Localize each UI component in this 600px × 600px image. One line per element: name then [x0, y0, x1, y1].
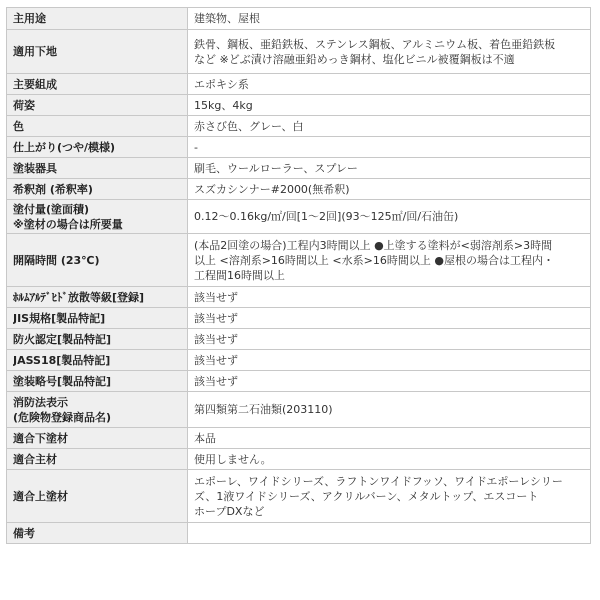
- spec-table-body: [7, 8, 591, 544]
- spec-row-value-line: 0.12〜0.16kg/㎡/回[1〜2回](93〜125㎡/回/石油缶): [194, 210, 459, 223]
- spec-row-value: [188, 470, 591, 523]
- spec-row-label-line: (危険物登録商品名): [13, 410, 112, 424]
- spec-row: [7, 470, 591, 523]
- spec-row: [7, 200, 591, 234]
- spec-row-label: [7, 470, 188, 523]
- spec-row: [7, 350, 591, 371]
- spec-row: [7, 158, 591, 179]
- spec-row-label-line: 塗付量(塗面積): [13, 202, 90, 216]
- spec-row-label-line: 塗装略号[製品特記]: [13, 374, 112, 388]
- spec-row-label: [7, 234, 188, 287]
- spec-row-label: [7, 428, 188, 449]
- spec-row-value: [188, 350, 591, 371]
- spec-row-label: [7, 308, 188, 329]
- spec-row-label: [7, 8, 188, 30]
- spec-row: [7, 392, 591, 428]
- spec-row-value: [188, 523, 591, 544]
- spec-row-label-line: JIS規格[製品特記]: [13, 311, 106, 325]
- spec-row-label-line: ﾎﾙﾑｱﾙﾃﾞﾋﾄﾞ放散等級[登録]: [13, 290, 145, 304]
- spec-row-value: [188, 8, 591, 30]
- spec-table: [6, 7, 591, 544]
- spec-row-value-line: 本品: [194, 431, 216, 445]
- spec-row-label: [7, 95, 188, 116]
- spec-row: [7, 234, 591, 287]
- spec-row-value: [188, 371, 591, 392]
- spec-row-value: [188, 392, 591, 428]
- spec-row-label: [7, 371, 188, 392]
- spec-row-value-line: エポーレ、ワイドシリーズ、ラフトンワイドフッソ、ワイドエポーレシリー: [194, 474, 563, 488]
- spec-row: [7, 371, 591, 392]
- spec-row-label-line: 防火認定[製品特記]: [13, 332, 112, 346]
- spec-row-value-line: 赤さび色、グレー、白: [194, 119, 304, 133]
- spec-row: [7, 428, 591, 449]
- spec-row: [7, 137, 591, 158]
- spec-row-label: [7, 30, 188, 74]
- spec-row: [7, 8, 591, 30]
- spec-row-value-line: 該当せず: [194, 353, 238, 367]
- spec-row-label-line: JASS18[製品特記]: [13, 353, 111, 367]
- spec-row: [7, 30, 591, 74]
- spec-row-value-line: (本品2回塗の場合)工程内3時間以上 ●上塗する塗料が<弱溶剤系>3時間: [194, 238, 553, 252]
- spec-row-value: [188, 308, 591, 329]
- spec-row-value-line: ホープDXなど: [194, 504, 265, 518]
- spec-row-value-line: 建築物、屋根: [194, 12, 260, 25]
- spec-row-label: [7, 287, 188, 308]
- spec-row-label: [7, 137, 188, 158]
- spec-row-label: [7, 350, 188, 371]
- spec-row-label: [7, 392, 188, 428]
- spec-row-value-line: など ※どぶ漬け溶融亜鉛めっき鋼材、塩化ビニル被覆鋼板は不適: [194, 52, 515, 66]
- spec-row-label-line: 開隔時間 (23℃): [13, 253, 100, 267]
- spec-row: [7, 74, 591, 95]
- spec-row-value-line: 刷毛、ウールローラー、スプレー: [194, 161, 358, 175]
- spec-row-value: [188, 158, 591, 179]
- spec-row: [7, 523, 591, 544]
- spec-row-value-line: 該当せず: [194, 290, 238, 304]
- spec-row-label-line: 主用途: [13, 12, 46, 25]
- spec-row-label: [7, 523, 188, 544]
- spec-row-value-line: 以上 <溶剤系>16時間以上 <水系>16時間以上 ●屋根の場合は工程内・: [194, 253, 554, 267]
- spec-row: [7, 95, 591, 116]
- spec-row: [7, 116, 591, 137]
- spec-row-label-line: 適合上塗材: [13, 489, 68, 503]
- spec-row-value: [188, 287, 591, 308]
- spec-row-value-line: 15kg、4kg: [194, 98, 253, 112]
- spec-row-value: [188, 116, 591, 137]
- spec-row-label-line: 備考: [13, 526, 35, 540]
- spec-row-value-line: 工程間16時間以上: [194, 268, 285, 282]
- spec-row-value-line: ズ、1液ワイドシリーズ、アクリルバーン、メタルトップ、エスコート: [194, 489, 539, 503]
- spec-row-value-line: 第四類第二石油類(203110): [194, 403, 333, 416]
- spec-row: [7, 308, 591, 329]
- spec-row-label: [7, 179, 188, 200]
- spec-row-value-line: 該当せず: [194, 374, 238, 388]
- spec-row-value-line: 鉄骨、鋼板、亜鉛鉄板、ステンレス鋼板、アルミニウム板、着色亜鉛鉄板: [194, 37, 556, 51]
- spec-row-label: [7, 158, 188, 179]
- spec-row: [7, 179, 591, 200]
- spec-row-value: [188, 200, 591, 234]
- spec-row: [7, 287, 591, 308]
- spec-row-label: [7, 449, 188, 470]
- spec-row: [7, 329, 591, 350]
- spec-row-label-line: 消防法表示: [13, 395, 68, 409]
- spec-row-label: [7, 329, 188, 350]
- spec-row-value: [188, 137, 591, 158]
- spec-row-value-line: 該当せず: [194, 311, 238, 325]
- spec-row-value: [188, 234, 591, 287]
- spec-row-label-line: 希釈剤 (希釈率): [13, 182, 93, 196]
- spec-row-value-line: 該当せず: [194, 332, 238, 346]
- spec-row-label-line: 適合下塗材: [13, 431, 68, 445]
- spec-row-value: [188, 74, 591, 95]
- spec-row-label-line: 仕上がり(つや/模様): [13, 140, 116, 154]
- spec-row-value: [188, 428, 591, 449]
- spec-row-value-line: スズカシンナー#2000(無希釈): [194, 182, 350, 196]
- spec-row-label-line: 色: [13, 119, 24, 133]
- spec-row-label-line: 塗装器具: [13, 161, 57, 175]
- spec-row-value: [188, 30, 591, 74]
- spec-table-container: [6, 7, 591, 544]
- spec-row-label-line: ※塗材の場合は所要量: [13, 217, 123, 231]
- spec-row-value-line: -: [194, 140, 198, 154]
- spec-row-label: [7, 116, 188, 137]
- spec-row-value-line: 使用しません。: [194, 452, 272, 466]
- spec-row-label-line: 荷姿: [13, 98, 35, 112]
- spec-row-label-line: 適合主材: [13, 452, 57, 466]
- spec-row-label-line: 主要組成: [13, 77, 57, 91]
- spec-row-value-line: エポキシ系: [194, 77, 249, 91]
- spec-row-label: [7, 74, 188, 95]
- spec-row: [7, 449, 591, 470]
- spec-row-value: [188, 449, 591, 470]
- spec-row-value: [188, 95, 591, 116]
- spec-row-value: [188, 179, 591, 200]
- spec-row-label-line: 適用下地: [13, 45, 57, 58]
- spec-row-label: [7, 200, 188, 234]
- spec-row-value: [188, 329, 591, 350]
